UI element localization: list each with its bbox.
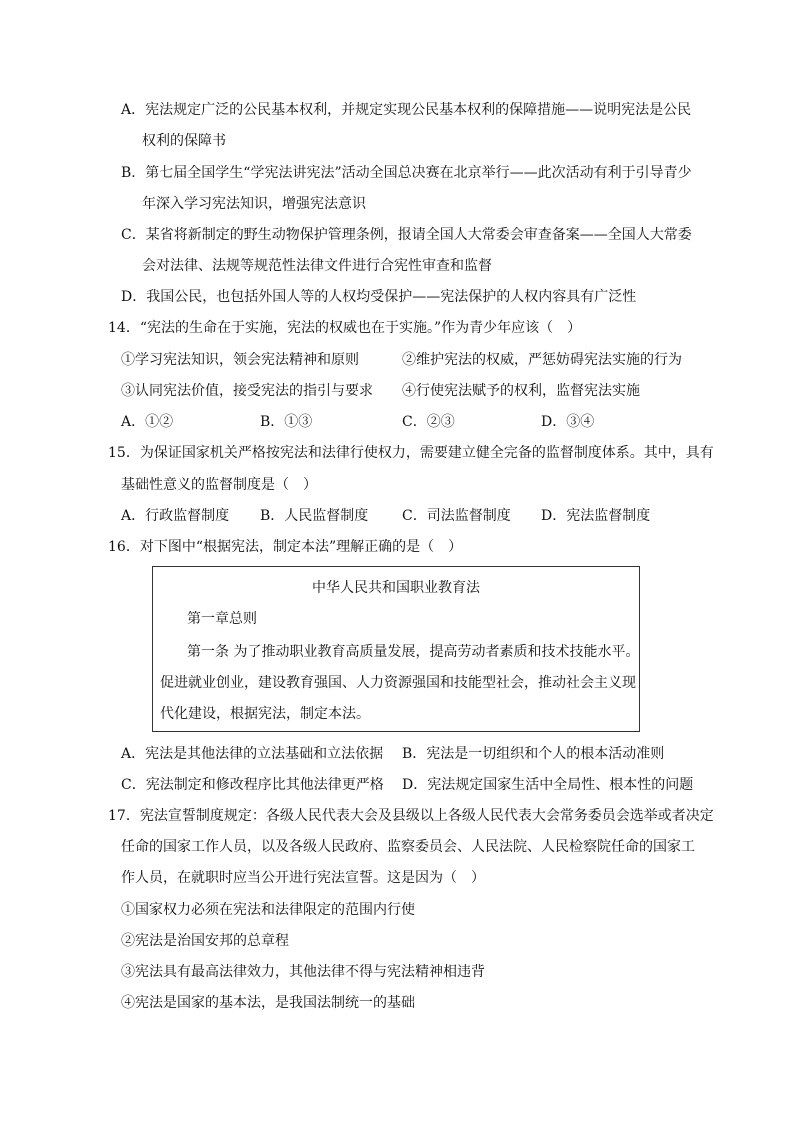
q13-option-a-line2: 权利的保障书 — [142, 133, 226, 149]
law-title: 中华人民共和国职业教育法 — [312, 580, 480, 596]
q14-item-4: ④行使宪法赋予的权利，监督宪法实施 — [402, 383, 640, 399]
q17-stem-line2: 任命的国家工作人员，以及各级人民政府、监察委员会、人民法院、人民检察院任命的国家工 — [121, 839, 695, 855]
q14-option-d: D．③④ — [541, 414, 595, 430]
q13-option-d: D．我国公民，也包括外国人等的人权均受保护——宪法保护的人权内容具有广泛性 — [121, 289, 637, 305]
q17-stem-line1: 17．宪法宣誓制度规定：各级人民代表大会及县级以上各级人民代表大会常务委员会选举或者决定 — [108, 808, 714, 824]
q16-option-d: D．宪法规定国家生活中全局性、根本性的问题 — [402, 777, 694, 793]
q14-item-1: ①学习宪法知识，领会宪法精神和原则 — [121, 352, 359, 368]
q13-option-b-line1: B．第七届全国学生“学宪法讲宪法”活动全国总决赛在北京举行——此次活动有利于引导青少 — [121, 165, 692, 181]
q15-stem-line2: 基础性意义的监督制度是（ ） — [121, 477, 317, 493]
q14-stem: 14．“宪法的生命在于实施，宪法的权威也在于实施。”作为青少年应该（ ） — [108, 320, 582, 336]
q15-option-c: C．司法监督制度 — [402, 508, 511, 524]
q13-option-c-line2: 会对法律、法规等规范性法律文件进行合宪性审查和监督 — [142, 258, 492, 274]
law-article-line3: 代化建设，根据宪法，制定本法。 — [160, 706, 370, 722]
q17-item-1: ①国家权力必须在宪法和法律限定的范围内行使 — [121, 902, 415, 918]
q17-stem-line3: 作人员，在就职时应当公开进行宪法宣誓。这是因为（ ） — [121, 870, 485, 886]
q14-item-3: ③认同宪法价值，接受宪法的指引与要求 — [121, 383, 373, 399]
q13-option-b-line2: 年深入学习宪法知识，增强宪法意识 — [142, 196, 366, 212]
q14-option-a: A．①② — [121, 414, 174, 430]
q16-option-c: C．宪法制定和修改程序比其他法律更严格 — [121, 777, 384, 793]
law-article-line2: 促进就业创业，建设教育强国、人力资源强国和技能型社会，推动社会主义现 — [160, 675, 636, 691]
q15-option-b: B．人民监督制度 — [260, 508, 369, 524]
q16-option-b: B．宪法是一切组织和个人的根本活动准则 — [402, 746, 665, 762]
q14-item-2: ②维护宪法的权威，严惩妨碍宪法实施的行为 — [402, 352, 682, 368]
q17-item-2: ②宪法是治国安邦的总章程 — [121, 933, 289, 949]
q13-option-a-line1: A．宪法规定广泛的公民基本权利，并规定实现公民基本权利的保障措施——说明宪法是公民 — [121, 102, 692, 118]
law-article-line1: 第一条 为了推动职业教育高质量发展，提高劳动者素质和技术技能水平。 — [187, 644, 640, 660]
q14-option-c: C．②③ — [402, 414, 455, 430]
q17-item-4: ④宪法是国家的基本法，是我国法制统一的基础 — [121, 995, 415, 1011]
law-excerpt-box — [152, 566, 640, 732]
law-chapter: 第一章总则 — [187, 611, 257, 627]
q15-option-d: D．宪法监督制度 — [541, 508, 651, 524]
q16-stem: 16．对下图中“根据宪法，制定本法”理解正确的是（ ） — [108, 539, 463, 555]
q13-option-c-line1: C．某省将新制定的野生动物保护管理条例，报请全国人大常委会审查备案——全国人大常委 — [121, 227, 692, 243]
q15-option-a: A．行政监督制度 — [121, 508, 230, 524]
q14-option-b: B．①③ — [260, 414, 313, 430]
q17-item-3: ③宪法具有最高法律效力，其他法律不得与宪法精神相违背 — [121, 964, 485, 980]
q16-option-a: A．宪法是其他法律的立法基础和立法依据 — [121, 746, 384, 762]
q15-stem-line1: 15．为保证国家机关严格按宪法和法律行使权力，需要建立健全完备的监督制度体系。其中，具有 — [108, 445, 714, 461]
